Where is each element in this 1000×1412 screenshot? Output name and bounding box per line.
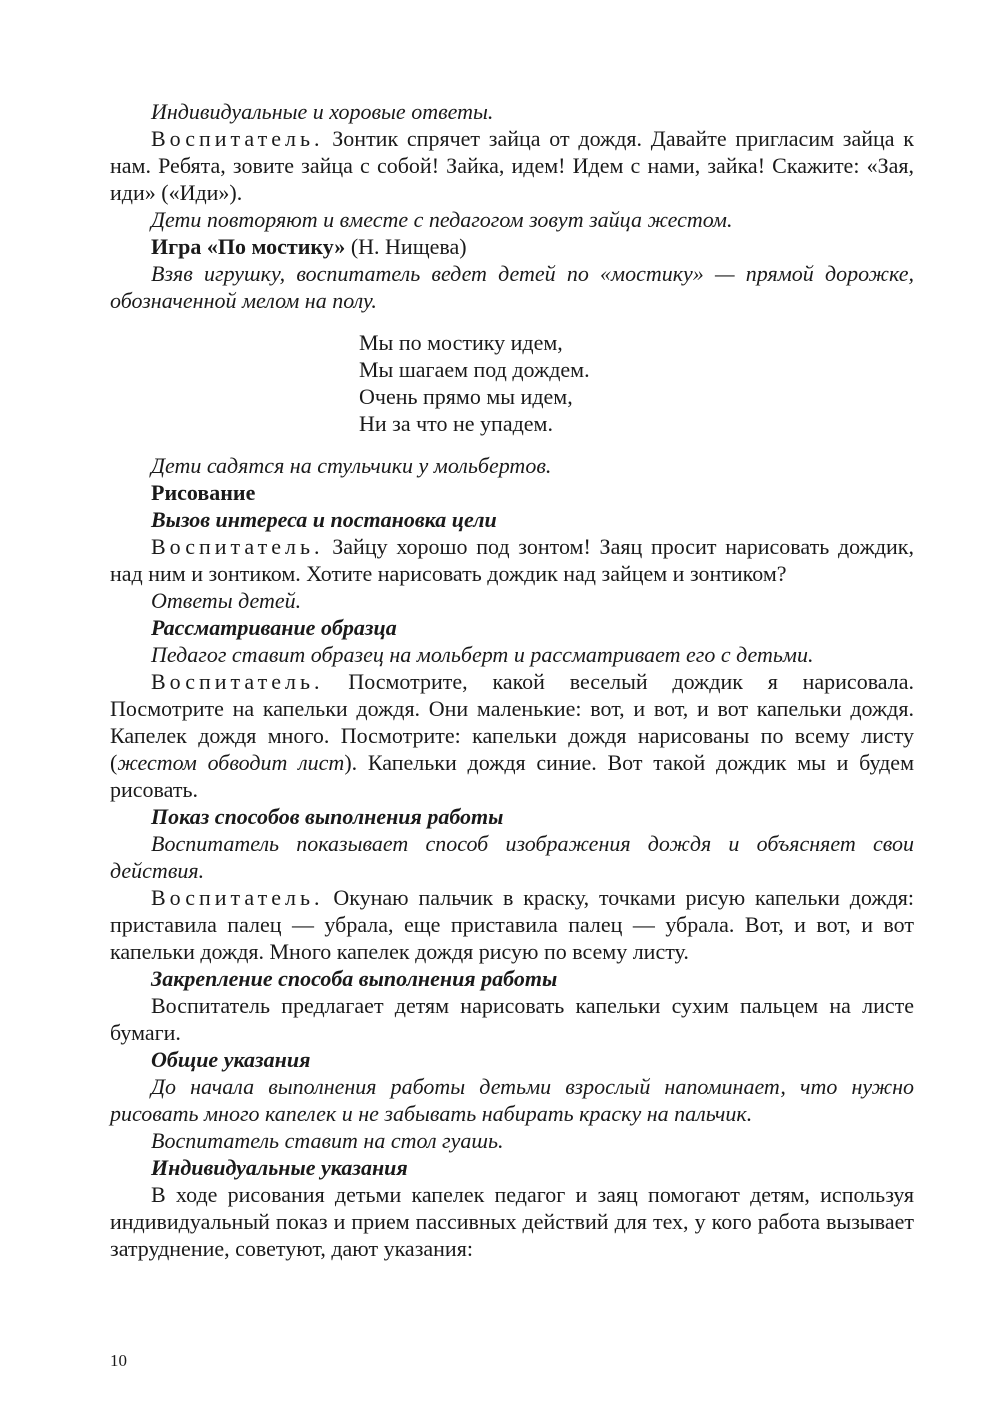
poem: [359, 329, 914, 437]
speaker-label: Воспитатель.: [151, 534, 324, 559]
paragraph-methods: Воспитатель показывает способ изображения дождя и объясняет свои действия.: [110, 831, 914, 883]
paragraph-bridge: Взяв игрушку, воспитатель ведет детей по «мостику» — прямой дорожке, обозначенной мелом на полу.: [110, 261, 914, 313]
paragraph-teacher-rain: [110, 533, 914, 587]
paragraph-children-call: Дети повторяют и вместе с педагогом зовут зайца жестом.: [151, 207, 733, 232]
game-heading: [110, 233, 914, 260]
paragraph-individual: В ходе рисования детьми капелек педагог и заяц помогают детям, используя индивидуальный показ и прием пассивных действий для тех, у кого работа вызывает затруднение, советуют, дают указания:: [110, 1182, 914, 1261]
paragraph-children-answers: Ответы детей.: [151, 588, 302, 613]
heading-general: Общие указания: [151, 1047, 311, 1072]
speaker-label: Воспитатель.: [151, 669, 324, 694]
poem-line: Очень прямо мы идем,: [359, 384, 573, 409]
speaker-label: Воспитатель.: [151, 126, 324, 151]
gesture-note: жестом обводит лист: [117, 750, 345, 775]
paragraph-general: До начала выполнения работы детьми взрослый напоминает, что нужно рисовать много капелек и не забывать набирать краску на пальчик.: [110, 1074, 914, 1126]
poem-line: Мы по мостику идем,: [359, 330, 563, 355]
poem-line: Мы шагаем под дождем.: [359, 357, 590, 382]
paragraph-text: Зонтик спрячет зайца от дождя. Давайте пригласим зайца к нам. Ребята, зовите зайца с собой! Зайка, идем! Идем с нами, зайка! Скажите: «Зая, иди» («Иди»).: [110, 126, 914, 205]
paragraph-teacher-look: [110, 668, 914, 803]
heading-methods: Показ способов выполнения работы: [151, 804, 504, 829]
heading-individual: Индивидуальные указания: [151, 1155, 408, 1180]
paragraph-gouache: Воспитатель ставит на стол гуашь.: [151, 1128, 504, 1153]
page-body: [110, 98, 914, 1262]
heading-interest: Вызов интереса и постановка цели: [151, 507, 497, 532]
paragraph-consolidation: Воспитатель предлагает детям нарисовать капельки сухим пальцем на листе бумаги.: [110, 993, 914, 1045]
paragraph-sample: Педагог ставит образец на мольберт и рассматривает его с детьми.: [151, 642, 814, 667]
game-title: Игра «По мостику»: [151, 234, 346, 259]
paragraph-answers: Индивидуальные и хоровые ответы.: [151, 99, 494, 124]
heading-drawing: Рисование: [151, 480, 256, 505]
paragraph-teacher-umbrella: [110, 125, 914, 206]
game-author: (Н. Нищева): [345, 234, 467, 259]
paragraph-text: Посмотрите, какой веселый дождик я нарисовала. Посмотрите на капельки дождя. Они маленькие: вот, и вот, и вот капельки дождя. Капелек дождя много. Посмотрите: капельки дождя нарисованы по всему листу (: [110, 669, 914, 775]
paragraph-children-sit: Дети садятся на стульчики у мольбертов.: [151, 453, 552, 478]
paragraph-text: Зайцу хорошо под зонтом! Заяц просит нарисовать дождик, над ним и зонтиком. Хотите нарисовать дождик над зайцем и зонтиком?: [110, 534, 914, 586]
heading-consolidation: Закрепление способа выполнения работы: [151, 966, 558, 991]
paragraph-text-end: ). Капельки дождя синие. Вот такой дождик мы и будем рисовать.: [110, 750, 914, 802]
paragraph-teacher-finger: [110, 884, 914, 965]
heading-sample: Рассматривание образца: [151, 615, 397, 640]
speaker-label: Воспитатель.: [151, 885, 324, 910]
page-number: 10: [110, 1351, 127, 1370]
paragraph-text: Окунаю пальчик в краску, точками рисую капельки дождя: приставила палец — убрала, еще приставила палец — убрала. Вот, и вот, и вот капельки дождя. Много капелек дождя рисую по всему листу.: [110, 885, 914, 964]
poem-line: Ни за что не упадем.: [359, 411, 553, 436]
